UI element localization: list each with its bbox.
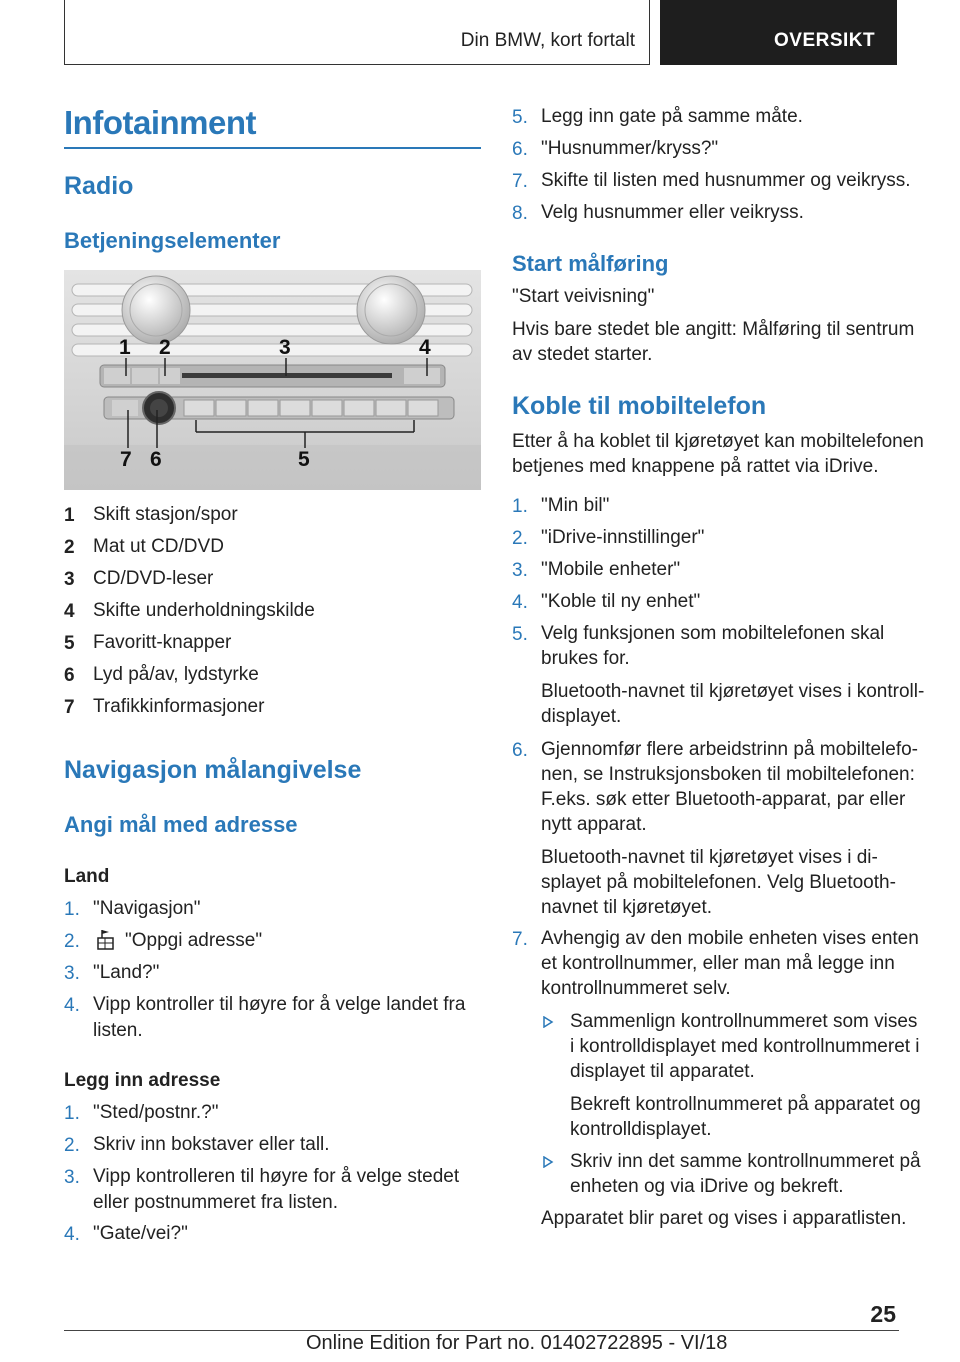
photo-label-2: 2 bbox=[159, 336, 171, 359]
mobile-step-note: splayet på mobiltelefonen. Velg Bluetooth- bbox=[541, 872, 896, 893]
step-number: 4. bbox=[64, 995, 80, 1016]
legend-text: CD/DVD-leser bbox=[93, 568, 214, 589]
bullet-text: Sammenlign kontrollnummeret som vises bbox=[570, 1011, 918, 1032]
step-text: "Husnummer/kryss?" bbox=[541, 138, 719, 159]
step-number: 3. bbox=[64, 1167, 80, 1188]
mobile-step: "Min bil" bbox=[541, 495, 610, 516]
page-number: 25 bbox=[870, 1301, 896, 1327]
step-text-cont: listen. bbox=[93, 1020, 143, 1041]
land-heading: Land bbox=[64, 866, 110, 887]
bullet-triangle-icon bbox=[542, 1016, 554, 1028]
photo-label-5: 5 bbox=[298, 448, 310, 471]
legend-number: 6 bbox=[64, 665, 75, 686]
mobile-step-cont: kontrollnummeret selv. bbox=[541, 978, 731, 999]
legend-number: 4 bbox=[64, 601, 75, 622]
bullet-text-cont: displayet til apparatet. bbox=[570, 1061, 755, 1082]
bullet-text-cont: i kontrolldisplayet med kontrollnummeret i bbox=[570, 1036, 920, 1057]
bullet-text: Skriv inn det samme kontrollnummeret på bbox=[570, 1151, 921, 1172]
step-text: "Sted/postnr.?" bbox=[93, 1102, 219, 1123]
mobile-intro: Etter å ha koblet til kjøretøyet kan mobiltelefonen bbox=[512, 431, 924, 452]
step-text: Legg inn gate på samme måte. bbox=[541, 106, 803, 127]
address-heading: Legg inn adresse bbox=[64, 1070, 221, 1091]
legend-number: 1 bbox=[64, 505, 75, 526]
footer-divider bbox=[64, 1330, 899, 1331]
step-text: Vipp kontroller til høyre for å velge landet fra bbox=[93, 994, 466, 1015]
mobile-step: "Koble til ny enhet" bbox=[541, 591, 701, 612]
start-line: Hvis bare stedet ble angitt: Målføring til sentrum bbox=[512, 319, 915, 340]
bullet-note: Bekreft kontrollnummeret på apparatet og bbox=[570, 1094, 921, 1115]
step-text: Velg husnummer eller veikryss. bbox=[541, 202, 804, 223]
mobile-step: "Mobile enheter" bbox=[541, 559, 681, 580]
mobile-step-cont: F.eks. søk etter Bluetooth-apparat, par eller bbox=[541, 789, 906, 810]
step-text: Skriv inn bokstaver eller tall. bbox=[93, 1134, 330, 1155]
step-number: 1. bbox=[64, 899, 80, 920]
bullet-note: kontrolldisplayet. bbox=[570, 1119, 712, 1140]
step-number: 8. bbox=[512, 203, 528, 224]
legend-text: Skift stasjon/spor bbox=[93, 504, 238, 525]
mobile-step-note: displayet. bbox=[541, 706, 622, 727]
step-text: "Land?" bbox=[93, 962, 160, 983]
legend-text: Trafikkinformasjoner bbox=[93, 696, 265, 717]
photo-label-7: 7 bbox=[120, 448, 132, 471]
step-number: 4. bbox=[64, 1224, 80, 1245]
wrench-hammer-icon bbox=[897, 31, 921, 53]
step-text-cont: eller postnummeret fra listen. bbox=[93, 1192, 338, 1213]
radio-controls-photo bbox=[64, 270, 481, 490]
mobile-step: "iDrive-innstillinger" bbox=[541, 527, 705, 548]
legend-number: 2 bbox=[64, 537, 75, 558]
page-title: Infotainment bbox=[64, 104, 256, 141]
legend-number: 3 bbox=[64, 569, 75, 590]
photo-label-4: 4 bbox=[419, 336, 431, 359]
step-number: 6. bbox=[512, 139, 528, 160]
start-line: "Start veivisning" bbox=[512, 286, 655, 307]
mobile-step: Velg funksjonen som mobiltelefonen skal bbox=[541, 623, 885, 644]
step-text: "Gate/vei?" bbox=[93, 1223, 188, 1244]
address-subheading: Angi mål med adresse bbox=[64, 812, 298, 837]
mobile-step-note: Bluetooth-navnet til kjøretøyet vises i di- bbox=[541, 847, 878, 868]
step-text: "Oppgi adresse" bbox=[125, 930, 263, 951]
legend-number: 5 bbox=[64, 633, 75, 654]
mobile-step-note: navnet til kjøretøyet. bbox=[541, 897, 713, 918]
header-section-box bbox=[64, 0, 650, 65]
bullet-text-cont: enheten og via iDrive og bekreft. bbox=[570, 1176, 844, 1197]
start-guidance-heading: Start målføring bbox=[512, 251, 669, 276]
legend-text: Mat ut CD/DVD bbox=[93, 536, 224, 557]
step-text: Skifte til listen med husnummer og veikryss. bbox=[541, 170, 911, 191]
header-tab[interactable] bbox=[660, 0, 897, 65]
mobile-heading: Koble til mobiltelefon bbox=[512, 392, 767, 420]
controls-subheading: Betjeningselementer bbox=[64, 228, 281, 253]
header-section-title: Din BMW, kort fortalt bbox=[460, 30, 635, 51]
step-number: 2. bbox=[64, 931, 80, 952]
step-text: Vipp kontrolleren til høyre for å velge stedet bbox=[93, 1166, 460, 1187]
photo-label-6: 6 bbox=[150, 448, 162, 471]
mobile-step-cont: et kontrollnummer, eller man må legge inn bbox=[541, 953, 895, 974]
step-number: 7. bbox=[512, 171, 528, 192]
step-number: 5. bbox=[512, 107, 528, 128]
title-divider bbox=[64, 147, 481, 149]
mobile-step: Avhengig av den mobile enheten vises enten bbox=[541, 928, 919, 949]
step-number: 2. bbox=[64, 1135, 80, 1156]
mobile-step-cont: brukes for. bbox=[541, 648, 630, 669]
legend-text: Lyd på/av, lydstyrke bbox=[93, 664, 259, 685]
start-line: av stedet starter. bbox=[512, 344, 653, 365]
mobile-end-text: Apparatet blir paret og vises i apparatlisten. bbox=[541, 1208, 907, 1229]
bullet-triangle-icon bbox=[542, 1156, 554, 1168]
mobile-step-cont: nytt apparat. bbox=[541, 814, 647, 835]
footer-edition: Online Edition for Part no. 01402722895 - VI/18 bbox=[306, 1332, 728, 1354]
header-tab-label: OVERSIKT bbox=[774, 30, 876, 51]
legend-text: Skifte underholdningskilde bbox=[93, 600, 315, 621]
photo-label-1: 1 bbox=[119, 336, 131, 359]
mobile-intro: betjenes med knappene på rattet via iDrive. bbox=[512, 456, 879, 477]
step-text: "Navigasjon" bbox=[93, 898, 201, 919]
legend-text: Favoritt-knapper bbox=[93, 632, 232, 653]
step-number: 1. bbox=[64, 1103, 80, 1124]
destination-flag-icon bbox=[96, 929, 116, 951]
mobile-step-note: Bluetooth-navnet til kjøretøyet vises i kontroll- bbox=[541, 681, 925, 702]
radio-heading: Radio bbox=[64, 172, 134, 200]
legend-number: 7 bbox=[64, 697, 75, 718]
step-number: 3. bbox=[64, 963, 80, 984]
navigation-heading: Navigasjon målangivelse bbox=[64, 756, 362, 784]
photo-label-3: 3 bbox=[279, 336, 291, 359]
mobile-step: Gjennomfør flere arbeidstrinn på mobiltelefo- bbox=[541, 739, 919, 760]
mobile-step-cont: nen, se Instruksjonsboken til mobiltelefonen: bbox=[541, 764, 915, 785]
